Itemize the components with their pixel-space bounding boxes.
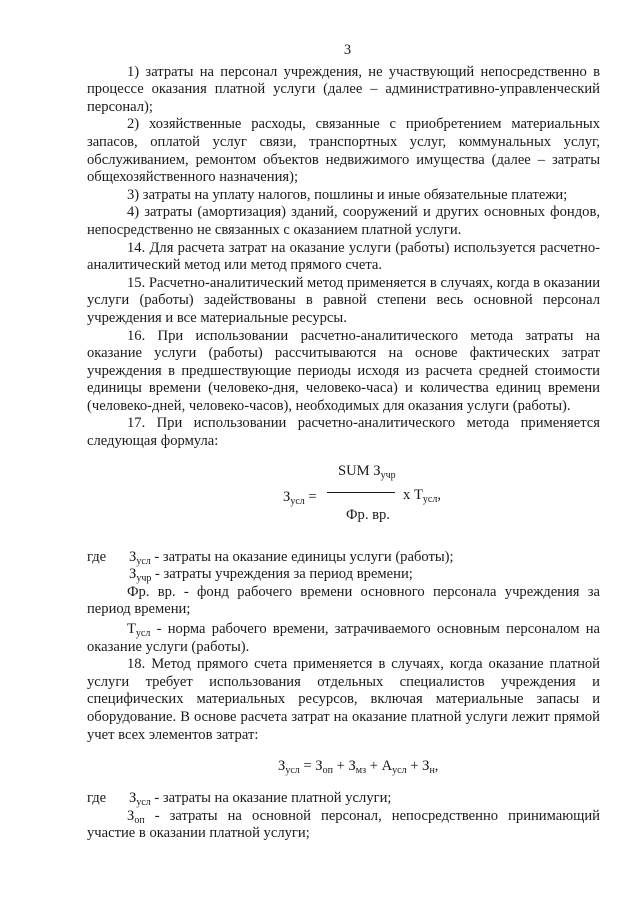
formula-numerator: SUM $З_{учр}$ xyxy=(338,462,396,481)
formula-lhs: $З_{усл}$ = xyxy=(283,488,317,507)
paragraph-16: 16. При использовании расчетно-аналитического метода затраты на оказание услуги (работы) рассчитываются на основе фактических затрат учреждения в предшествующие периоды исходя из расчета средней стоимости единицы времени (человеко-дня, человеко-часа) и количества единиц времени (человеко-дней, человеко-часов), необходимых для оказания услуги (работы). xyxy=(87,327,600,414)
page-number: 3 xyxy=(343,42,352,58)
list-item-4: 4) затраты (амортизация) зданий, сооружений и других основных фондов, непосредственно не связанных с оказанием платной услуги. xyxy=(87,204,600,238)
formula-denominator: Фр. вр. xyxy=(346,506,390,523)
legend-item: $З_{усл}$ - затраты на оказание платной услуги; xyxy=(129,790,392,809)
list-item-1: 1) затраты на персонал учреждения, не участвующий непосредственно в процессе оказания платной услуги (далее – административно-управленческий персонал); xyxy=(87,63,600,115)
legend-where: где xyxy=(87,790,107,807)
formula-direct-count xyxy=(87,750,600,790)
formula-rhs: x $Т_{усл}$, xyxy=(403,486,441,505)
legend-2 xyxy=(87,790,600,843)
formula-expression: $З_{усл} = З_{оп} + З_{мз} + А_{усл} + З_н$, xyxy=(278,758,439,777)
legend-where: где xyxy=(87,548,107,565)
legend-item: Фр. вр. - фонд рабочего времени основного персонала учреждения за период времени; xyxy=(87,583,600,618)
fraction-bar xyxy=(327,492,395,493)
legend-item: $Т_{усл}$ - норма рабочего времени, затрачиваемого основным персоналом на оказание услуги (работы). xyxy=(87,621,600,655)
paragraph-18: 18. Метод прямого счета применяется в случаях, когда оказание платной услуги требует использования отдельных специалистов учреждения и специфических материальных ресурсов, включая материальные запасы и оборудование. В основе расчета затрат на оказание платной услуги лежит прямой учет всех элементов затрат: xyxy=(87,656,600,743)
paragraph-17: 17. При использовании расчетно-аналитического метода применяется следующая формула: xyxy=(87,415,600,450)
paragraph-14: 14. Для расчета затрат на оказание услуги (работы) используется расчетно-аналитический метод или метод прямого счета. xyxy=(87,239,600,274)
formula-calc-analytic xyxy=(87,459,600,549)
paragraph-15: 15. Расчетно-аналитический метод применяется в случаях, когда в оказании услуги (работы) задействованы в равной степени весь основной персонал учреждения и все материальные ресурсы. xyxy=(87,274,600,326)
legend-item: $З_{оп}$ - затраты на основной персонал, непосредственно принимающий участие в оказании платной услуги; xyxy=(87,807,600,842)
legend-item: $З_{учр}$ - затраты учреждения за период времени; xyxy=(129,566,413,585)
legend-item: $З_{усл}$ - затраты на оказание единицы услуги (работы); xyxy=(129,548,454,567)
legend-1 xyxy=(87,549,600,657)
list-item-2: 2) хозяйственные расходы, связанные с приобретением материальных запасов, оплатой услуг связи, транспортных услуг, коммунальных услуг, обслуживанием, ремонтом объектов недвижимого имущества (далее – затраты общехозяйственного назначения); xyxy=(87,116,600,186)
list-item-3: 3) затраты на уплату налогов, пошлины и иные обязательные платежи; xyxy=(127,186,568,203)
